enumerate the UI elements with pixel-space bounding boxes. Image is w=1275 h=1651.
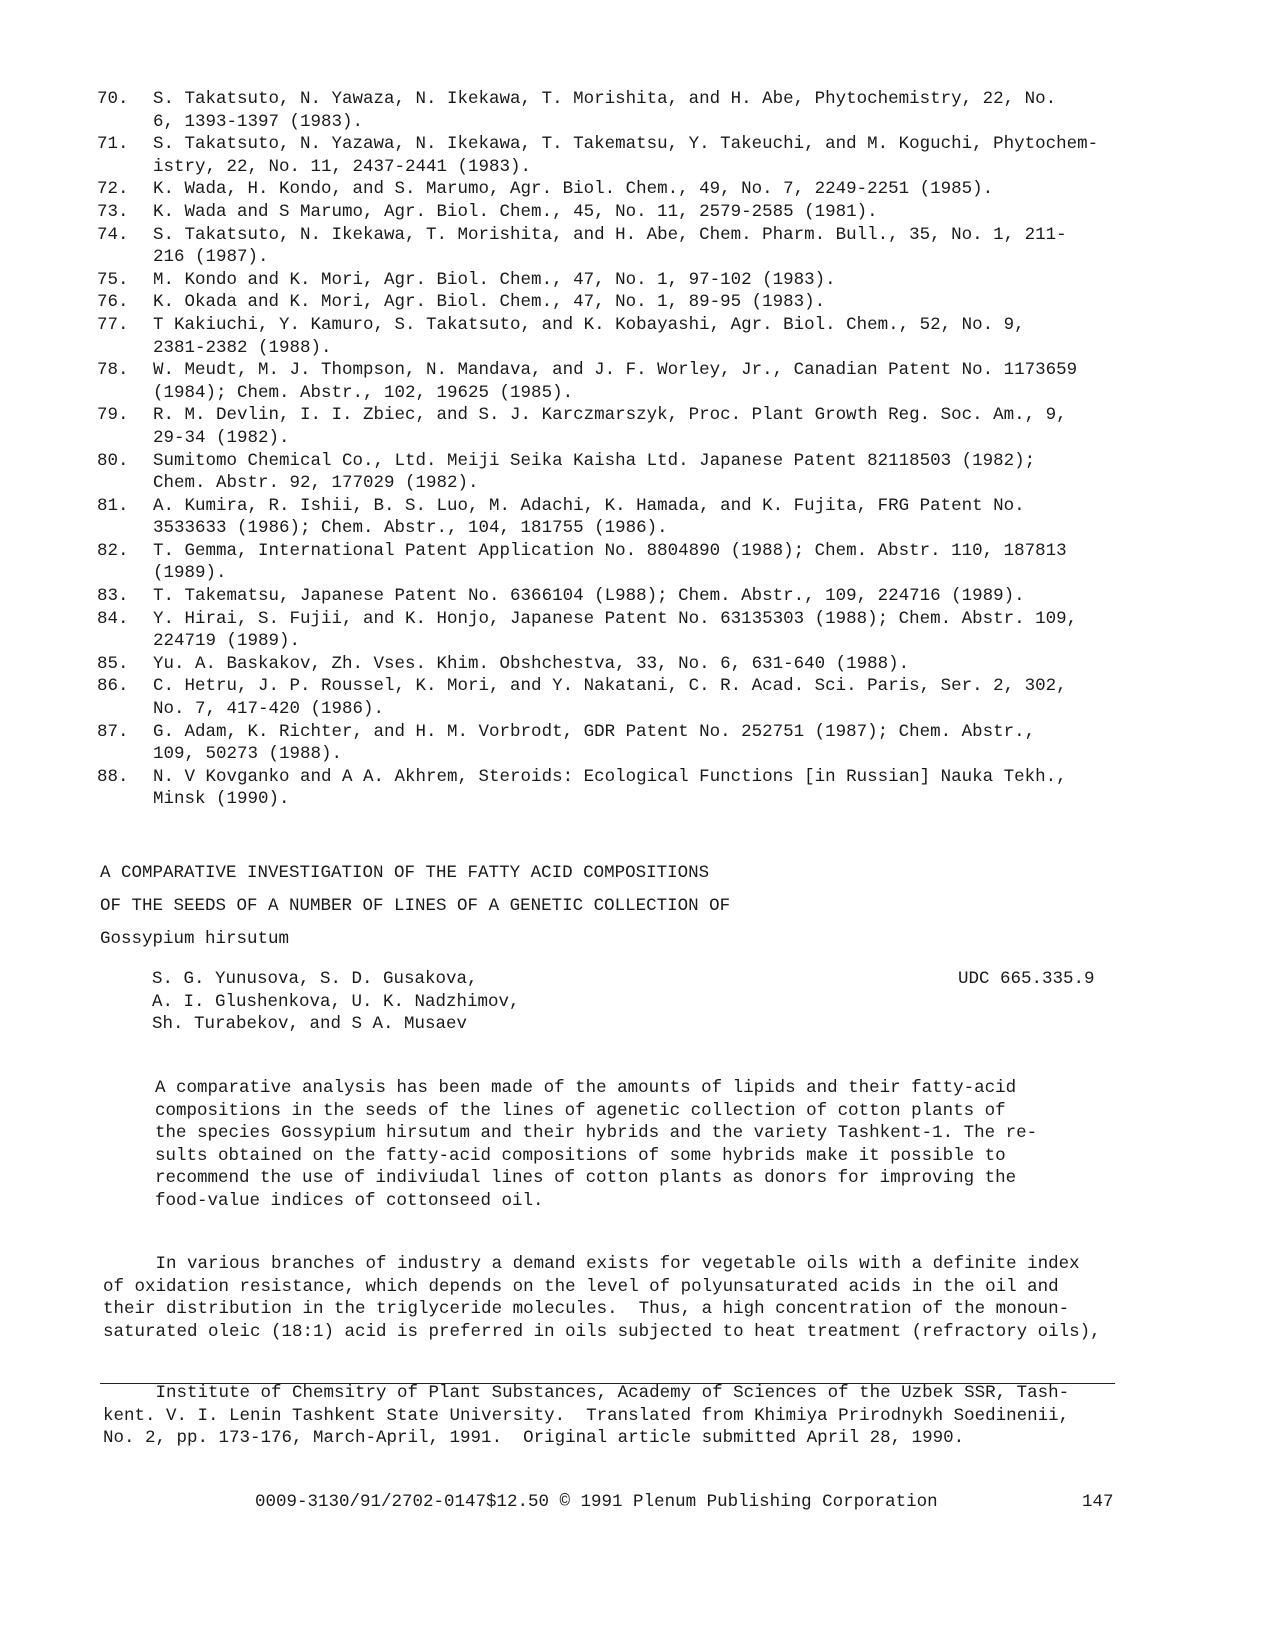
reference-number: 88. [97,766,129,787]
title-line: A COMPARATIVE INVESTIGATION OF THE FATTY ACID COMPOSITIONS [100,863,710,883]
reference-line: K. Okada and K. Mori, Agr. Biol. Chem., 47, No. 1, 89-95 (1983). [153,292,826,313]
reference-line: T. Gemma, International Patent Application No. 8804890 (1988); Chem. Abstr. 110, 187813 [153,540,1067,561]
reference-line: N. V Kovganko and A A. Akhrem, Steroids: Ecological Functions [in Russian] Nauka Tekh., [153,766,1067,787]
author-line: Sh. Turabekov, and S A. Musaev [152,1014,468,1035]
reference-line: S. Takatsuto, N. Yawaza, N. Ikekawa, T. Morishita, and H. Abe, Phytochemistry, 22, No. [153,89,1057,109]
reference-item [97,404,1157,449]
abstract-line: recommend the use of indiviudal lines of cotton plants as donors for improving the [155,1168,1017,1189]
reference-line: 216 (1987). [153,247,269,268]
abstract [155,1077,1115,1213]
reference-number: 76. [97,292,129,313]
reference-line: R. M. Devlin, I. I. Zbiec, and S. J. Karczmarszyk, Proc. Plant Growth Reg. Soc. Am., 9, [153,405,1067,426]
footnote-line: Institute of Chemsitry of Plant Substances, Academy of Sciences of the Uzbek SSR, Tash- [103,1383,1070,1403]
reference-item [97,608,1157,653]
reference-number: 85. [97,653,129,674]
publisher-imprint: 0009-3130/91/2702-0147$12.50 © 1991 Plenum Publishing Corporation [255,1492,938,1512]
reference-item [97,495,1157,540]
reference-item [97,450,1157,495]
abstract-line: sults obtained on the fatty-acid compositions of some hybrids make it possible to [155,1145,1006,1166]
page-number: 147 [1082,1492,1114,1512]
reference-item [97,201,1157,224]
reference-number: 75. [97,269,129,290]
reference-item [97,291,1157,314]
reference-number: 87. [97,721,129,742]
footnote-line: kent. V. I. Lenin Tashkent State University. Translated from Khimiya Prirodnykh Soedinenii, [103,1405,1070,1426]
reference-line: 109, 50273 (1988). [153,744,343,765]
reference-line: No. 7, 417-420 (1986). [153,699,385,720]
udc-code: UDC 665.335.9 [958,969,1095,989]
reference-line: A. Kumira, R. Ishii, B. S. Luo, M. Adachi, K. Hamada, and K. Fujita, FRG Patent No. [153,495,1025,516]
reference-item [97,88,1157,133]
title-line: Gossypium hirsutum [100,929,290,949]
reference-line: Yu. A. Baskakov, Zh. Vses. Khim. Obshchestva, 33, No. 6, 631-640 (1988). [153,653,910,674]
reference-number: 72. [97,179,129,200]
reference-number: 70. [97,89,129,109]
reference-number: 79. [97,405,129,426]
reference-line: (1989). [153,563,227,584]
reference-item [97,269,1157,292]
body-line: saturated oleic (18:1) acid is preferred in oils subjected to heat treatment (refractory oils), [103,1321,1101,1342]
reference-line: 224719 (1989). [153,631,301,652]
reference-line: W. Meudt, M. J. Thompson, N. Mandava, and J. F. Worley, Jr., Canadian Patent No. 1173659 [153,360,1078,381]
reference-number: 82. [97,540,129,561]
reference-line: T Kakiuchi, Y. Kamuro, S. Takatsuto, and K. Kobayashi, Agr. Biol. Chem., 52, No. 9, [153,314,1025,335]
reference-line: C. Hetru, J. P. Roussel, K. Mori, and Y. Nakatani, C. R. Acad. Sci. Paris, Ser. 2, 302, [153,676,1067,697]
body-line: In various branches of industry a demand exists for vegetable oils with a definite index [103,1254,1080,1274]
reference-item [97,224,1157,269]
reference-line: 3533633 (1986); Chem. Abstr., 104, 181755 (1986). [153,518,668,539]
reference-line: Sumitomo Chemical Co., Ltd. Meiji Seika Kaisha Ltd. Japanese Patent 82118503 (1982); [153,450,1036,471]
reference-number: 78. [97,360,129,381]
reference-number: 83. [97,586,129,607]
abstract-line: compositions in the seeds of the lines of agenetic collection of cotton plants of [155,1100,1006,1121]
article-title [100,857,1000,956]
reference-line: T. Takematsu, Japanese Patent No. 6366104 (L988); Chem. Abstr., 109, 224716 (1989). [153,586,1025,607]
reference-number: 73. [97,201,129,222]
reference-list [97,88,1157,811]
reference-item [97,675,1157,720]
affiliation-footnote [103,1382,1163,1450]
reference-line: Y. Hirai, S. Fujii, and K. Honjo, Japanese Patent No. 63135303 (1988); Chem. Abstr. 109, [153,608,1078,629]
author-line: A. I. Glushenkova, U. K. Nadzhimov, [152,991,520,1012]
reference-item [97,314,1157,359]
reference-item [97,721,1157,766]
body-text [103,1253,1163,1343]
footnote-line: No. 2, pp. 173-176, March-April, 1991. Original article submitted April 28, 1990. [103,1428,965,1449]
reference-line: K. Wada and S Marumo, Agr. Biol. Chem., 45, No. 11, 2579-2585 (1981). [153,201,878,222]
reference-line: Chem. Abstr. 92, 177029 (1982). [153,473,479,494]
reference-line: 6, 1393-1397 (1983). [153,111,364,132]
abstract-line: the species Gossypium hirsutum and their hybrids and the variety Tashkent-1. The re- [155,1123,1038,1144]
reference-item [97,766,1157,811]
reference-line: (1984); Chem. Abstr., 102, 19625 (1985). [153,382,574,403]
reference-line: S. Takatsuto, N. Ikekawa, T. Morishita, and H. Abe, Chem. Pharm. Bull., 35, No. 1, 211- [153,224,1067,245]
reference-number: 80. [97,450,129,471]
reference-number: 74. [97,224,129,245]
reference-line: 29-34 (1982). [153,427,290,448]
reference-item [97,540,1157,585]
reference-item [97,359,1157,404]
author-list [152,968,520,1036]
reference-number: 84. [97,608,129,629]
body-line: their distribution in the triglyceride molecules. Thus, a high concentration of the monoun- [103,1299,1070,1320]
abstract-line: A comparative analysis has been made of the amounts of lipids and their fatty-acid [155,1078,1017,1098]
reference-number: 81. [97,495,129,516]
reference-line: 2381-2382 (1988). [153,337,332,358]
body-line: of oxidation resistance, which depends on the level of polyunsaturated acids in the oil and [103,1276,1059,1297]
author-line: S. G. Yunusova, S. D. Gusakova, [152,969,478,989]
reference-line: S. Takatsuto, N. Yazawa, N. Ikekawa, T. Takematsu, Y. Takeuchi, and M. Koguchi, Phytochem- [153,134,1099,155]
reference-item [97,133,1157,178]
reference-line: G. Adam, K. Richter, and H. M. Vorbrodt, GDR Patent No. 252751 (1987); Chem. Abstr., [153,721,1036,742]
reference-number: 71. [97,134,129,155]
reference-item [97,653,1157,676]
reference-number: 77. [97,314,129,335]
reference-item [97,178,1157,201]
reference-line: K. Wada, H. Kondo, and S. Marumo, Agr. Biol. Chem., 49, No. 7, 2249-2251 (1985). [153,179,994,200]
title-line: OF THE SEEDS OF A NUMBER OF LINES OF A GENETIC COLLECTION OF [100,896,731,916]
reference-line: Minsk (1990). [153,789,290,810]
reference-item [97,585,1157,608]
reference-number: 86. [97,676,129,697]
reference-line: M. Kondo and K. Mori, Agr. Biol. Chem., 47, No. 1, 97-102 (1983). [153,269,836,290]
abstract-line: food-value indices of cottonseed oil. [155,1190,544,1211]
reference-line: istry, 22, No. 11, 2437-2441 (1983). [153,156,532,177]
